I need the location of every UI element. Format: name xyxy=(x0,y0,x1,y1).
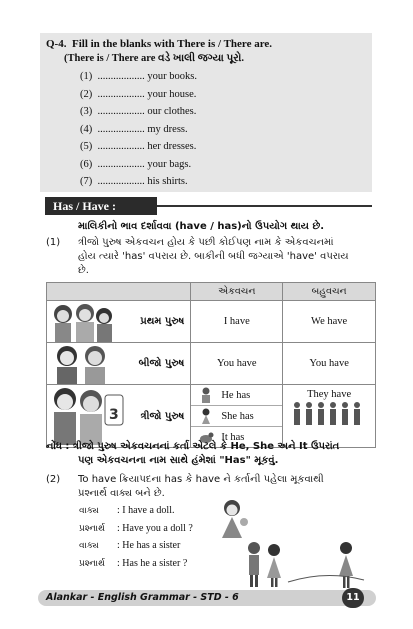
second-singular: You have xyxy=(191,343,283,385)
third-it-row: It has xyxy=(191,427,282,447)
example-label: પ્રશ્નાર્થ xyxy=(79,523,106,534)
third-plural-cell xyxy=(283,385,376,448)
example-text: : He has a sister xyxy=(117,540,181,551)
rule1-line1: ત્રીજો પુરુષ એકવચન હોય કે પછી કોઈપણ નામ કે એકવચનમાં xyxy=(78,237,334,248)
blank-text: your bags. xyxy=(147,158,192,170)
blank-item xyxy=(80,176,188,187)
example-item xyxy=(79,558,187,569)
blank-number: (5) xyxy=(80,141,93,152)
blank-text: her dresses. xyxy=(147,141,197,152)
person-first: પ્રથમ પુરુષ xyxy=(47,301,191,343)
example-label: વાક્ય xyxy=(79,541,99,551)
blank-number: (3) xyxy=(80,106,93,117)
blank-number: (7) xyxy=(80,176,93,187)
section-intro: માલિકીનો ભાવ દર્શાવવા (have / has)નો ઉપયોગ થાય છે. xyxy=(78,221,325,232)
third-singular-cell xyxy=(191,385,283,448)
boy-icon xyxy=(191,387,221,403)
first-singular: I have xyxy=(191,301,283,343)
question-title: Q-4. Fill in the blanks with There is / There are. xyxy=(46,38,273,50)
blank-number: (1) xyxy=(80,71,93,82)
brother-sister-illustration xyxy=(242,540,288,588)
blank-text: our clothes. xyxy=(147,106,197,117)
example-item xyxy=(79,505,174,516)
second-plural: You have xyxy=(283,343,376,385)
example-label: વાક્ય xyxy=(79,506,99,516)
blank-number: (6) xyxy=(80,158,93,170)
heading-rule xyxy=(157,205,372,207)
children-illustration-2 xyxy=(49,344,115,387)
has-have-table xyxy=(46,282,376,448)
example-item xyxy=(79,540,180,551)
rule1-number: (1) xyxy=(46,237,61,248)
first-plural: We have xyxy=(283,301,376,343)
example-label: પ્રશ્નાર્થ xyxy=(79,558,106,569)
blank-text: your house. xyxy=(147,88,197,100)
header-empty xyxy=(47,283,191,301)
third-he-row: He has xyxy=(191,385,282,406)
person-second: બીજો પુરુષ xyxy=(47,343,191,385)
rule2-line1: To have ક્રિયાપદના has કે have ને કર્તાની પહેલા મૂકવાથી xyxy=(78,474,324,485)
example-text: : Has he a sister ? xyxy=(117,557,188,569)
blank-text: your books. xyxy=(147,71,197,82)
header-singular: એકવચન xyxy=(191,283,283,301)
girl-icon xyxy=(191,408,221,424)
blank-dots: .................. xyxy=(97,176,145,187)
rule2-number: (2) xyxy=(46,474,61,485)
girl-with-doll-illustration xyxy=(212,498,252,540)
section-heading: Has / Have : xyxy=(45,197,157,215)
blank-text: his shirts. xyxy=(147,176,188,187)
note-line1: નોંધ : ત્રીજો પુરુષ એકવચનનાં કર્તા એટલે કે He, She અને It ઉપરાંત xyxy=(46,441,340,452)
blank-dots: .................. xyxy=(97,123,145,135)
blank-number: (4) xyxy=(80,123,93,135)
question-subtitle: (There is / There are વડે ખાલી જગ્યા પૂરો. xyxy=(64,53,244,64)
page-number: 11 xyxy=(342,588,364,608)
ground-curve xyxy=(286,570,366,586)
svg-text:3: 3 xyxy=(108,406,119,423)
header-plural: બહુવચન xyxy=(283,283,376,301)
third-she-row: She has xyxy=(191,406,282,427)
children-illustration-3 xyxy=(49,385,129,448)
blank-dots: .................. xyxy=(97,141,145,152)
blank-text: my dress. xyxy=(147,123,188,135)
note-line2: પણ એકવચનના નામ સાથે હંમેશાં "Has" મૂકવું. xyxy=(78,455,279,466)
blank-item xyxy=(80,141,196,152)
example-item xyxy=(79,523,193,534)
rule1-line3: છે. xyxy=(78,265,89,276)
blank-item xyxy=(80,106,196,117)
footer-bar: Alankar - English Grammar - STD - 6 xyxy=(38,590,376,606)
blank-item xyxy=(80,89,196,100)
third-plural: They have xyxy=(307,389,352,400)
blank-number: (2) xyxy=(80,88,93,100)
blank-item xyxy=(80,159,191,170)
blank-dots: .................. xyxy=(97,158,145,170)
rule2-line2: પ્રશ્નાર્થ વાક્ય બને છે. xyxy=(78,488,165,499)
blank-dots: .................. xyxy=(97,71,145,82)
children-illustration-1 xyxy=(49,302,115,345)
blank-dots: .................. xyxy=(97,88,145,100)
example-text: : I have a doll. xyxy=(117,505,175,516)
group-people-icon xyxy=(289,400,369,428)
blank-dots: .................. xyxy=(97,106,145,117)
blank-item xyxy=(80,124,188,135)
example-text: : Have you a doll ? xyxy=(117,522,193,534)
blank-item xyxy=(80,71,197,82)
rule1-line2: હોય ત્યારે 'has' વપરાય છે. બાકીની બધી જગ્યાએ 'have' વપરાય xyxy=(78,251,349,262)
person-third: 3 ત્રીજો પુરુષ xyxy=(47,385,191,448)
